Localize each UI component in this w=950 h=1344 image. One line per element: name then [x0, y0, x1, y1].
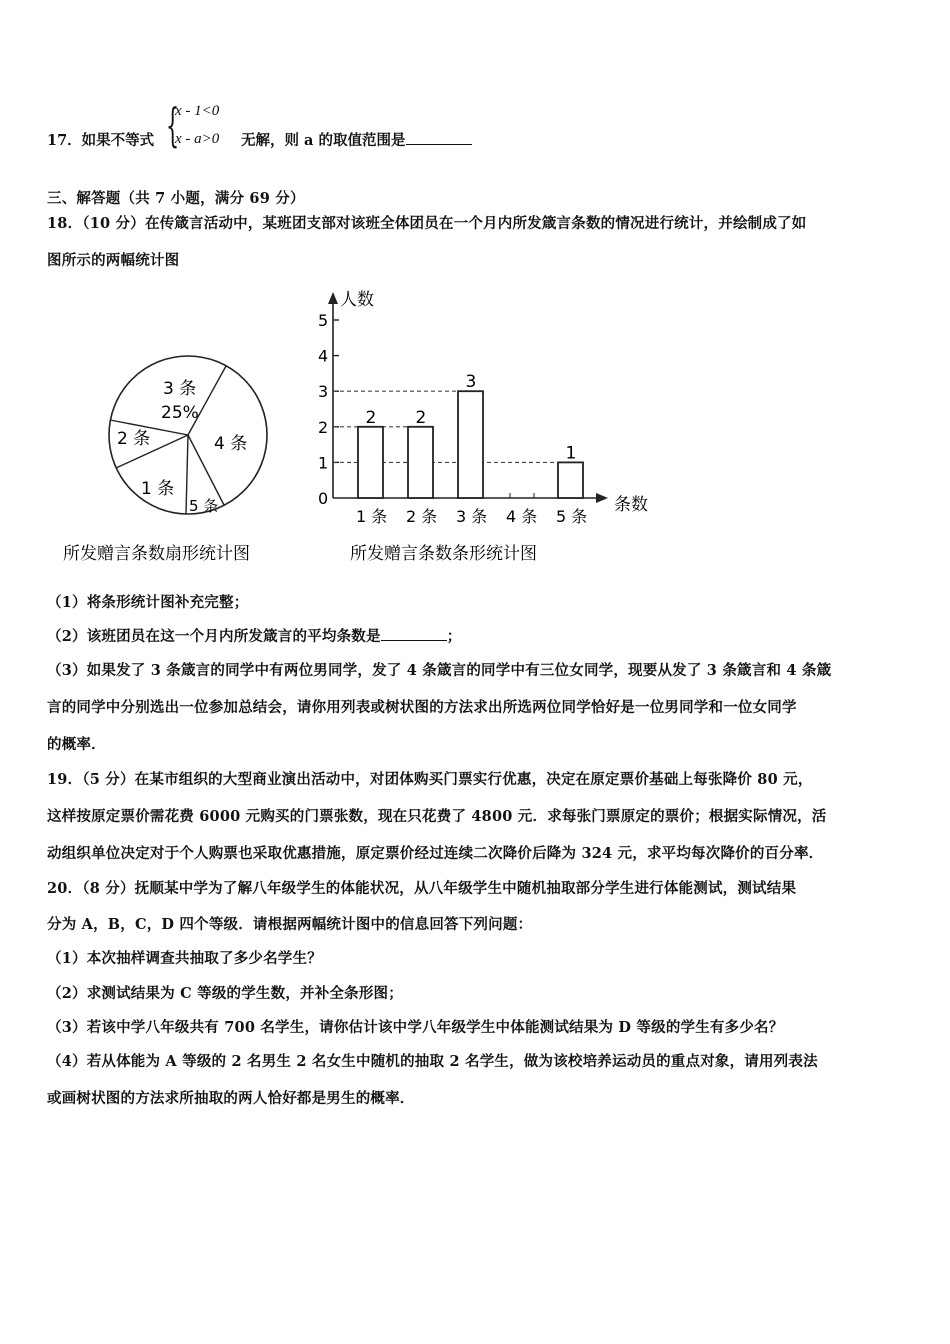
pie-caption: 所发赠言条数扇形统计图 [63, 544, 250, 564]
q20-sub-4-line-2: 或画树状图的方法求所抽取的两人恰好都是男生的概率． [47, 1090, 415, 1107]
q17-inequality-1: x - 1<0 [175, 103, 220, 119]
q20-line-2: 分为 A，B，C，D 四个等级．请根据两幅统计图中的信息回答下列问题： [47, 916, 533, 933]
q18-sub-1: （1）将条形统计图补充完整； [47, 594, 249, 611]
q17-brace: { [166, 98, 180, 152]
q17-tail [241, 129, 472, 150]
bar [408, 427, 433, 498]
bar-caption: 所发赠言条数条形统计图 [350, 544, 537, 564]
q18-sub-3-line-1: （3）如果发了 3 条箴言的同学中有两位男同学，发了 4 条箴言的同学中有三位女同学，现要从发了 3 条箴言和 4 条箴 [47, 662, 832, 679]
q20-sub-3: （3）若该中学八年级共有 700 名学生，请你估计该中学八年级学生中体能测试结果为 D 等级的学生有多少名？ [47, 1019, 784, 1036]
q20-line-1: 20．（8 分）抚顺某中学为了解八年级学生的体能状况，从八年级学生中随机抽取部分学生进行体能测试，测试结果 [47, 880, 797, 897]
y-tick-label: 3 [318, 382, 329, 402]
y-axis-label: 人数 [340, 290, 374, 310]
bar-value-label: 1 [565, 443, 577, 464]
q18-sub-2-text: （2）该班团员在这一个月内所发箴言的平均条数是 [47, 628, 381, 645]
section-3-title: 三、解答题（共 7 小题，满分 69 分） [47, 190, 305, 207]
q19-line-2: 这样按原定票价需花费 6000 元购买的门票张数，现在只花费了 4800 元．求每张门票原定的票价；根据实际情况，活 [47, 808, 827, 825]
q17-number: 17．如果不等式 [47, 132, 155, 149]
x-tick-label: 4 条 [506, 507, 538, 526]
q20-sub-1: （1）本次抽样调查共抽取了多少名学生？ [47, 950, 322, 967]
bar [458, 391, 483, 498]
y-tick-label: 0 [318, 489, 329, 508]
bar-chart [318, 290, 648, 564]
bar [358, 427, 383, 498]
q18-sub-3-line-3: 的概率． [47, 736, 106, 753]
pie-label-1: 1 条 [141, 479, 175, 499]
q19-line-1: 19．（5 分）在某市组织的大型商业演出活动中，对团体购买门票实行优惠，决定在原定票价基础上每张降价 80 元， [47, 771, 813, 788]
q18-figures [0, 280, 950, 580]
x-tick-label: 3 条 [456, 507, 488, 526]
x-tick-label: 5 条 [556, 507, 588, 526]
q18-sub-3-line-2: 言的同学中分别选出一位参加总结会，请你用列表或树状图的方法求出所选两位同学恰好是一位男同学和一位女同学 [47, 699, 797, 716]
pie-divider-3-4 [188, 366, 226, 435]
pie-chart [63, 356, 267, 564]
y-tick-label: 5 [318, 311, 329, 330]
pie-label-2: 2 条 [117, 429, 151, 449]
bar [558, 462, 583, 498]
q18-sub-2 [47, 625, 461, 646]
q17-inequality-2: x - a>0 [175, 131, 220, 147]
pie-label-4: 4 条 [214, 434, 248, 454]
bar-value-label: 2 [415, 407, 427, 428]
q19-line-3: 动组织单位决定对于个人购票也采取优惠措施，原定票价经过连续二次降价后降为 324 元，求平均每次降价的百分率． [47, 845, 824, 862]
x-axis-label: 条数 [614, 495, 648, 515]
q17-answer-blank [406, 130, 472, 145]
q20-sub-4-line-1: （4）若从体能为 A 等级的 2 名男生 2 名女生中随机的抽取 2 名学生，做为该校培养运动员的重点对象，请用列表法 [47, 1053, 818, 1070]
x-axis-arrow [596, 493, 608, 503]
q20-sub-2: （2）求测试结果为 C 等级的学生数，并补全条形图； [47, 985, 403, 1002]
q18-line-1: 18．（10 分）在传箴言活动中，某班团支部对该班全体团员在一个月内所发箴言条数的情况进行统计，并绘制成了如 [47, 215, 807, 232]
q18-line-2: 图所示的两幅统计图 [47, 252, 180, 269]
q17-tail-text: 无解，则 a 的取值范围是 [241, 132, 406, 149]
q18-answer-blank [381, 626, 447, 641]
y-tick-label: 4 [318, 346, 329, 366]
bar-value-label: 2 [365, 407, 377, 428]
pie-divider-1-5 [186, 435, 188, 514]
y-tick-label: 1 [318, 453, 329, 473]
bar-value-label: 3 [465, 372, 477, 393]
y-tick-label: 2 [318, 417, 329, 437]
x-tick-label: 1 条 [356, 507, 388, 526]
q18-sub-2-end: ； [446, 628, 462, 645]
y-axis-arrow [328, 292, 338, 304]
pie-label-3-pct: 25% [161, 403, 199, 423]
x-tick-label: 2 条 [406, 507, 438, 526]
pie-label-3: 3 条 [163, 379, 197, 399]
pie-label-5: 5 条 [189, 497, 219, 515]
